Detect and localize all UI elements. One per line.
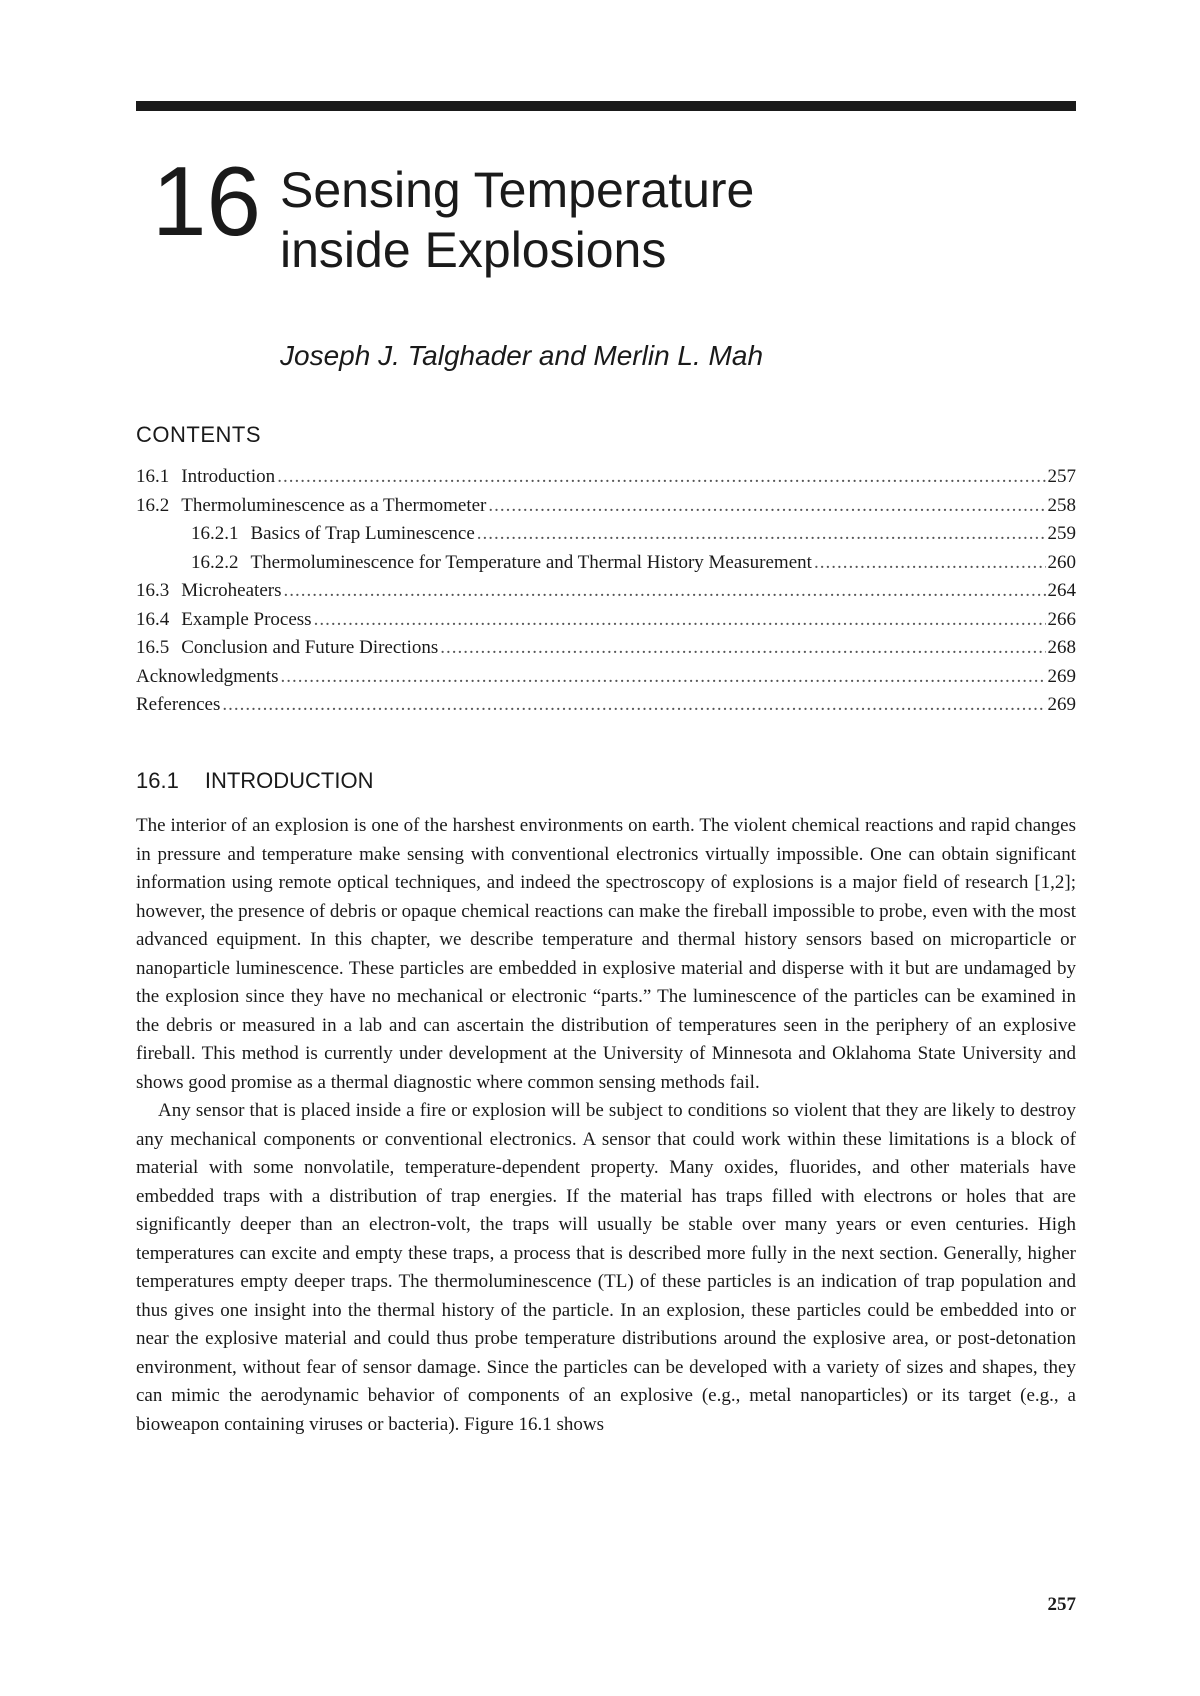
chapter-title-line-1: Sensing Temperature [280, 162, 755, 218]
chapter-number: 16 [152, 146, 262, 256]
toc-leader-dots [440, 637, 1045, 659]
toc-leader-dots [814, 552, 1046, 574]
body-paragraph: The interior of an explosion is one of the harshest environments on earth. The violent chemical reactions and rapid changes in pressure and temperature make sensing with conventional electronics virtually impossible. One can obtain significant information using remote optical techniques, and indeed the spectroscopy of explosions is a major field of research [1,2]; however, the presence of debris or opaque chemical reactions can make the fireball impossible to probe, even with the most advanced equipment. In this chapter, we describe temperature and thermal history sensors based on microparticle or nanoparticle luminescence. These particles are embedded in explosive material and disperse with it but are undamaged by the explosion since they have no mechanical or electronic “parts.” The luminescence of the particles can be examined in the debris or measured in a lab and can ascertain the distribution of temperatures seen in the periphery of an explosive fireball. This method is currently under development at the University of Minnesota and Oklahoma State University and shows good promise as a thermal diagnostic where common sensing methods fail. [136, 815, 1076, 1093]
toc-entry-references[interactable] [136, 694, 1076, 723]
toc-entry-page: 269 [1047, 694, 1076, 715]
toc-leader-dots [488, 495, 1045, 517]
toc-entry-number: 16.2 [136, 494, 170, 516]
toc-entry-16-3[interactable] [136, 580, 1076, 609]
section-title: INTRODUCTION [204, 768, 374, 793]
section-heading [136, 768, 373, 794]
toc-entry-title: Basics of Trap Luminescence [250, 523, 475, 544]
chapter-title-line-2: inside Explosions [280, 222, 667, 278]
toc-entry-16-2[interactable] [136, 495, 1076, 524]
page-number: 257 [1047, 1594, 1076, 1615]
table-of-contents [136, 466, 1076, 723]
toc-entry-page: 257 [1047, 466, 1076, 487]
toc-entry-page: 264 [1047, 580, 1076, 601]
toc-entry-title: Thermoluminescence as a Thermometer [181, 494, 487, 516]
toc-entry-number: 16.1 [136, 466, 170, 487]
toc-entry-number: 16.2.1 [191, 523, 239, 544]
toc-entry-number: 16.4 [136, 608, 170, 630]
toc-entry-title: Thermoluminescence for Temperature and Thermal History Measurement [250, 551, 812, 573]
toc-entry-page: 260 [1047, 551, 1076, 573]
toc-entry-16-2-1[interactable] [136, 523, 1076, 552]
toc-entry-number: 16.2.2 [191, 551, 239, 573]
toc-entry-page: 268 [1047, 637, 1076, 658]
toc-entry-page: 266 [1047, 608, 1076, 630]
toc-entry-page: 269 [1047, 665, 1076, 687]
toc-entry-16-5[interactable] [136, 637, 1076, 666]
toc-entry-title: Example Process [181, 608, 312, 630]
toc-entry-title: Microheaters [181, 580, 282, 601]
chapter-title [280, 160, 754, 280]
toc-entry-number: 16.3 [136, 580, 170, 601]
toc-leader-dots [283, 580, 1045, 602]
toc-entry-16-2-2[interactable] [136, 552, 1076, 581]
section-number: 16.1 [136, 768, 179, 793]
top-rule [136, 101, 1076, 111]
body-paragraph: Any sensor that is placed inside a fire or explosion will be subject to conditions so violent that they are likely to destroy any mechanical components or conventional electronics. A sensor that could work within these limitations is a block of material with some nonvolatile, temperature-dependent property. Many oxides, fluorides, and other materials have embedded traps with a distribution of trap energies. If the material has traps filled with electrons or holes that are significantly deeper than an electron-volt, the traps will usually be stable over many years or even centuries. High temperatures can excite and empty these traps, a process that is described more fully in the next section. Generally, higher temperatures empty deeper traps. The thermoluminescence (TL) of these particles is an indication of trap population and thus gives one insight into the thermal history of the particle. In an explosion, these particles could be embedded into or near the explosive material and could thus probe temperature distributions around the explosive area, or post-detonation environment, without fear of sensor damage. Since the particles can be developed with a variety of sizes and shapes, they can mimic the aerodynamic behavior of components of an explosive (e.g., metal nanoparticles) or its target (e.g., a bioweapon containing viruses or bacteria). Figure 16.1 shows [136, 1100, 1076, 1435]
toc-leader-dots [477, 523, 1046, 545]
toc-entry-title: Acknowledgments [136, 665, 279, 687]
toc-entry-page: 259 [1047, 523, 1076, 544]
toc-leader-dots [314, 609, 1046, 631]
toc-entry-16-4[interactable] [136, 609, 1076, 638]
chapter-authors: Joseph J. Talghader and Merlin L. Mah [280, 340, 764, 371]
toc-entry-page: 258 [1047, 494, 1076, 516]
toc-entry-16-1[interactable] [136, 466, 1076, 495]
toc-entry-title: Introduction [181, 466, 276, 487]
toc-leader-dots [222, 694, 1045, 716]
body-text [136, 812, 1076, 1439]
contents-heading: CONTENTS [136, 422, 261, 447]
toc-entry-title: References [136, 694, 221, 715]
toc-entry-acknowledgments[interactable] [136, 666, 1076, 695]
toc-entry-title: Conclusion and Future Directions [181, 637, 439, 658]
toc-entry-number: 16.5 [136, 637, 170, 658]
toc-leader-dots [277, 466, 1045, 488]
toc-leader-dots [280, 666, 1045, 688]
